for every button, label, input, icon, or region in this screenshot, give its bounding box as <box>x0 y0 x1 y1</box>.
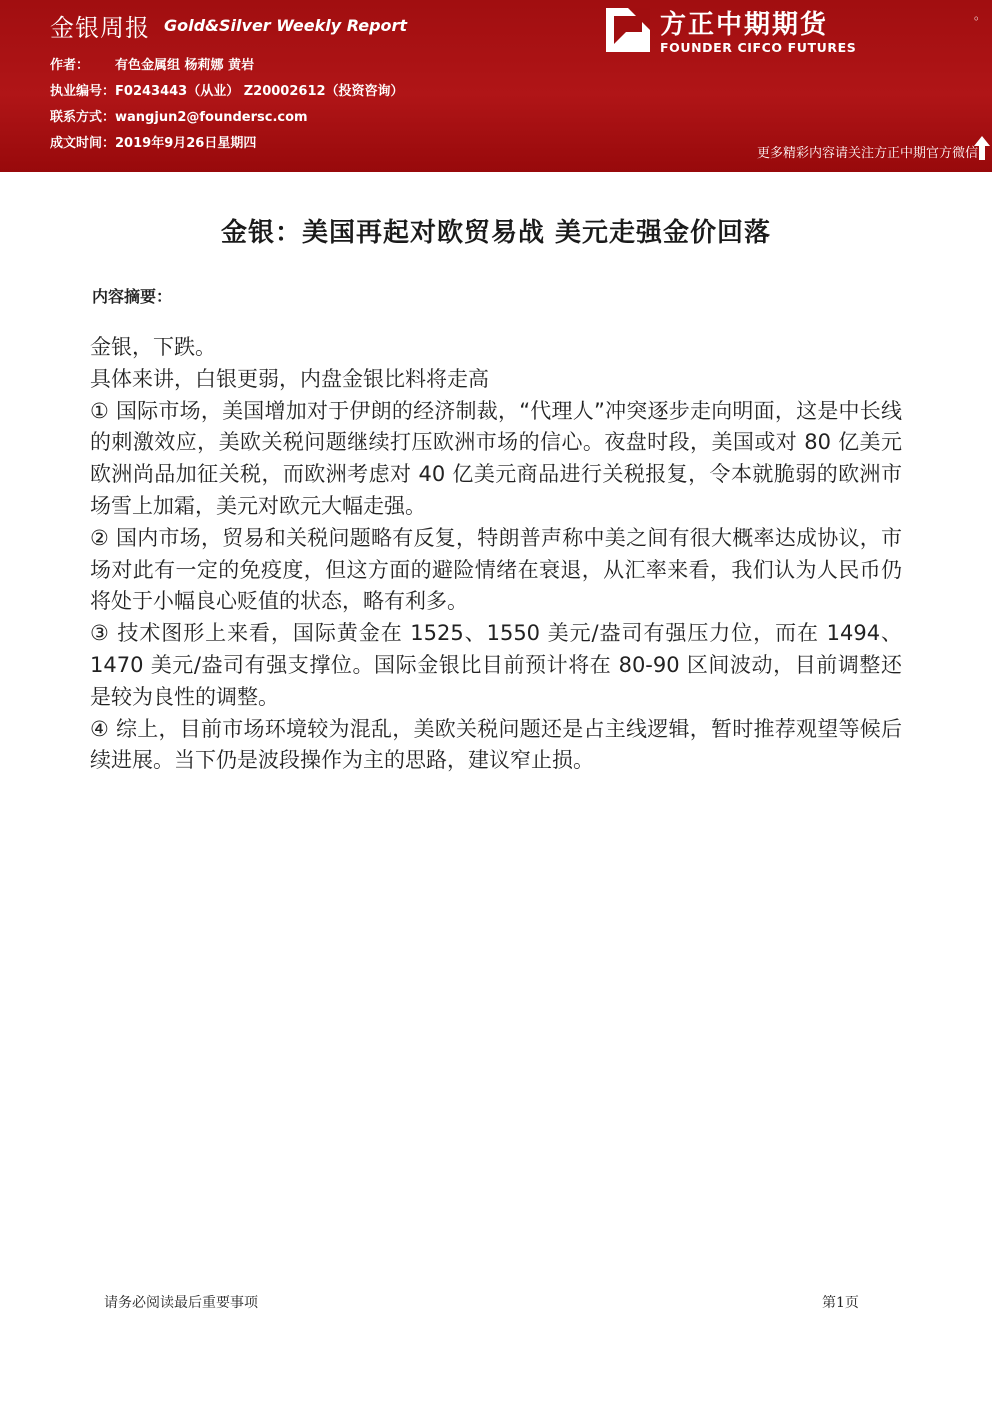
summary-paragraph: ④ 综上，目前市场环境较为混乱，美欧关税问题还是占主线逻辑，暂时推荐观望等候后续进展。当下仍是波段操作为主的思路，建议窄止损。 <box>90 716 902 773</box>
date-row <box>50 132 256 151</box>
contact-email[interactable]: wangjun2@foundersc.com <box>115 110 308 125</box>
logo-text-cn: 方正中期期货 <box>660 10 829 40</box>
license-row <box>50 80 404 99</box>
contact-label: 联系方式： <box>50 110 116 125</box>
logo-text-en: FOUNDER CIFCO FUTURES <box>660 40 857 55</box>
license-value: F0243443（从业） Z20002612（投资咨询） <box>115 84 404 99</box>
contact-row <box>50 106 308 125</box>
footer-notice: 请务必阅读最后重要事项 <box>104 1295 258 1311</box>
summary-paragraph: ③ 技术图形上来看，国际黄金在 1525、1550 美元/盎司有强压力位，而在 1494、1470 美元/盎司有强支撑位。国际金银比目前预计将在 80-90 区间波动，目前调整还是较为良性的调整。 <box>90 621 902 709</box>
report-brand-cn: 金银周报 <box>50 14 150 42</box>
summary-paragraph: ② 国内市场，贸易和关税问题略有反复，特朗普声称中美之间有很大概率达成协议，市场对此有一定的免疫度，但这方面的避险情绪在衰退，从汇率来看，我们认为人民币仍将处于小幅良心贬值的状态，略有利多。 <box>90 525 902 614</box>
summary-label: 内容摘要： <box>92 287 173 306</box>
report-brand-en: Gold&Silver Weekly Report <box>164 16 408 35</box>
date-value: 2019年9月26日星期四 <box>115 136 257 151</box>
license-label: 执业编号： <box>50 84 116 99</box>
date-label: 成文时间： <box>50 136 116 151</box>
report-title: 金银：美国再起对欧贸易战 美元走强金价回落 <box>220 218 772 248</box>
up-arrow-icon[interactable] <box>974 136 990 160</box>
report-header <box>0 0 992 172</box>
wechat-follow-link[interactable]: 更多精彩内容请关注方正中期官方微信 <box>756 146 978 161</box>
author-label: 作者： <box>50 58 90 73</box>
summary-paragraph: 金银，下跌。 <box>90 335 216 359</box>
page-number: 第1页 <box>822 1295 859 1311</box>
top-dot: 。 <box>974 8 987 22</box>
founder-logo-mark-icon <box>604 6 652 54</box>
founder-logo <box>604 6 857 58</box>
summary-paragraph: ① 国际市场，美国增加对于伊朗的经济制裁，“代理人”冲突逐步走向明面，这是中长线的刺激效应，美欧关税问题继续打压欧洲市场的信心。夜盘时段，美国或对 80 亿美元欧洲尚品加征关税，而欧洲考虑对 40 亿美元商品进行关税报复，令本就脆弱的欧洲市场雪上加霜，美元对欧元大幅走强。 <box>90 398 902 518</box>
summary-paragraph: 具体来讲，白银更弱，内盘金银比料将走高 <box>90 366 489 391</box>
author-value: 有色金属组 杨莉娜 黄岩 <box>115 58 255 73</box>
summary-body <box>90 332 902 777</box>
author-row <box>50 54 254 73</box>
